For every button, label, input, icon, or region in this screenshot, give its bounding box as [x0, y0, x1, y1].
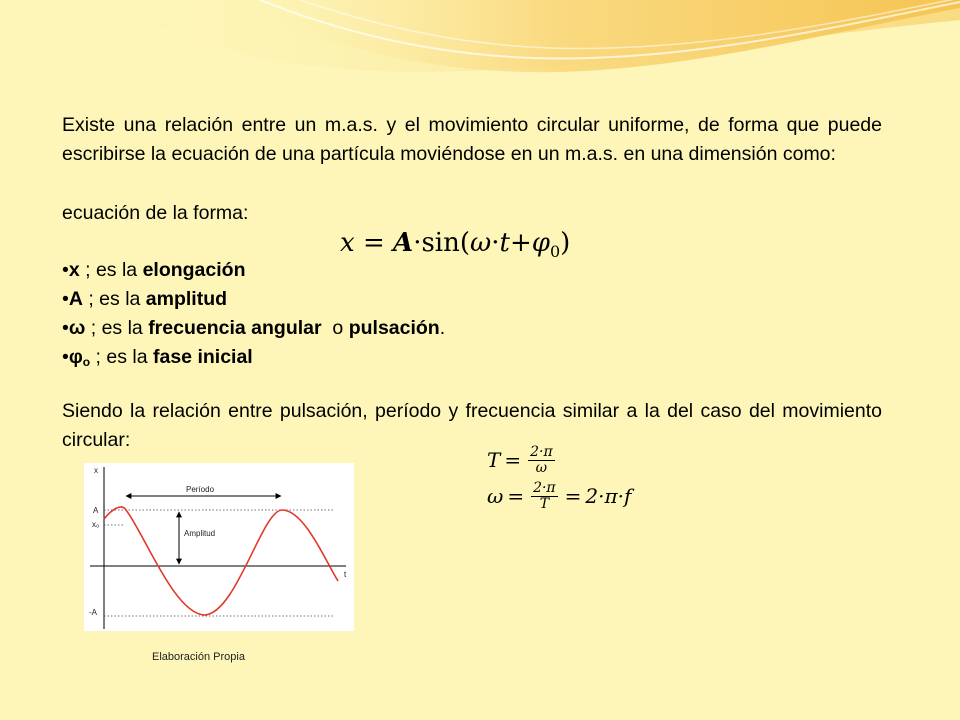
definition-list	[62, 256, 445, 377]
eq-amplitude: A	[393, 228, 414, 258]
bullet-marker: •	[62, 346, 69, 368]
frac-denominator: T	[539, 495, 550, 512]
period-equation	[487, 442, 631, 478]
period-equations	[487, 442, 631, 514]
symbol-phi: φ	[68, 346, 83, 368]
term-amplitud: amplitud	[145, 288, 228, 310]
bullet-marker: •	[62, 288, 69, 310]
frac-numerator: 2·π	[530, 443, 553, 460]
eq-T: T	[487, 448, 501, 472]
shm-graph	[84, 463, 354, 631]
eq-phi: φ	[531, 228, 550, 258]
eq-equals: =	[564, 484, 582, 508]
bullet-marker: •	[62, 317, 69, 339]
eq-phi-sub: 0	[549, 242, 561, 262]
fraction-2pi-over-omega	[528, 445, 555, 476]
term-elongacion: elongación	[142, 259, 246, 281]
frac-numerator: 2·π	[533, 479, 556, 496]
symbol-phi-sub: o	[82, 355, 91, 369]
list-item-text: ; es la	[85, 317, 149, 339]
eq-plus: +	[509, 228, 532, 258]
term-frecuencia-angular: frecuencia angular	[148, 317, 322, 339]
eq-omega: ω	[470, 228, 492, 258]
eq-dot1: ·	[413, 228, 422, 258]
eq-dot2: ·	[491, 228, 500, 258]
label-period: Período	[186, 485, 215, 494]
list-item-text: ; es la	[79, 259, 143, 281]
eq-equals: =	[504, 448, 522, 472]
term-fase-inicial: fase inicial	[153, 346, 253, 368]
eq-2pif: 2·π·f	[585, 484, 632, 508]
image-credit: Elaboración Propia	[152, 651, 245, 663]
list-item-tail: .	[439, 317, 446, 339]
eq-equals: =	[507, 484, 525, 508]
list-item-text: ; es la	[82, 288, 146, 310]
label-amplitude: Amplitud	[184, 529, 216, 538]
frac-denominator: ω	[535, 459, 548, 476]
x-axis-label: t	[344, 570, 347, 579]
intro-paragraph: Existe una relación entre un m.a.s. y el movimiento circular uniforme, de forma que puede escribirse la ecuación de una partícula moviéndose en un m.a.s. en una dimensión como:	[62, 114, 882, 165]
eq-t: t	[499, 228, 510, 258]
relation-paragraph: Siendo la relación entre pulsación, período y frecuencia similar a la del caso del movimiento circular:	[62, 400, 882, 451]
eq-open: (	[459, 228, 471, 258]
eq-omega: ω	[487, 484, 504, 508]
sine-wave	[104, 507, 338, 615]
fraction-2pi-over-T	[531, 481, 558, 512]
list-item	[62, 343, 445, 377]
decorative-header-waves	[0, 0, 960, 120]
list-item-text: ; es la	[90, 346, 153, 368]
eq-close: )	[560, 228, 571, 258]
list-item	[62, 256, 445, 285]
eq-sin: sin	[421, 228, 460, 258]
symbol-A: A	[68, 288, 83, 310]
shm-graph-svg	[84, 463, 354, 631]
y-axis-label: x	[94, 466, 98, 475]
omega-equation	[487, 478, 631, 514]
eq-equals: =	[362, 228, 385, 258]
term-pulsacion: pulsación	[348, 317, 440, 339]
label-A: A	[93, 506, 99, 515]
list-item	[62, 314, 445, 343]
eq-lhs: x	[340, 228, 355, 258]
symbol-omega: ω	[68, 317, 86, 339]
symbol-x: x	[68, 259, 80, 281]
bullet-marker: •	[62, 259, 69, 281]
equation-lead: ecuación de la forma:	[62, 202, 249, 224]
list-item-text-2: o	[321, 317, 349, 339]
list-item	[62, 285, 445, 314]
label-negA: -A	[89, 608, 97, 617]
label-x0: x₀	[92, 520, 100, 529]
